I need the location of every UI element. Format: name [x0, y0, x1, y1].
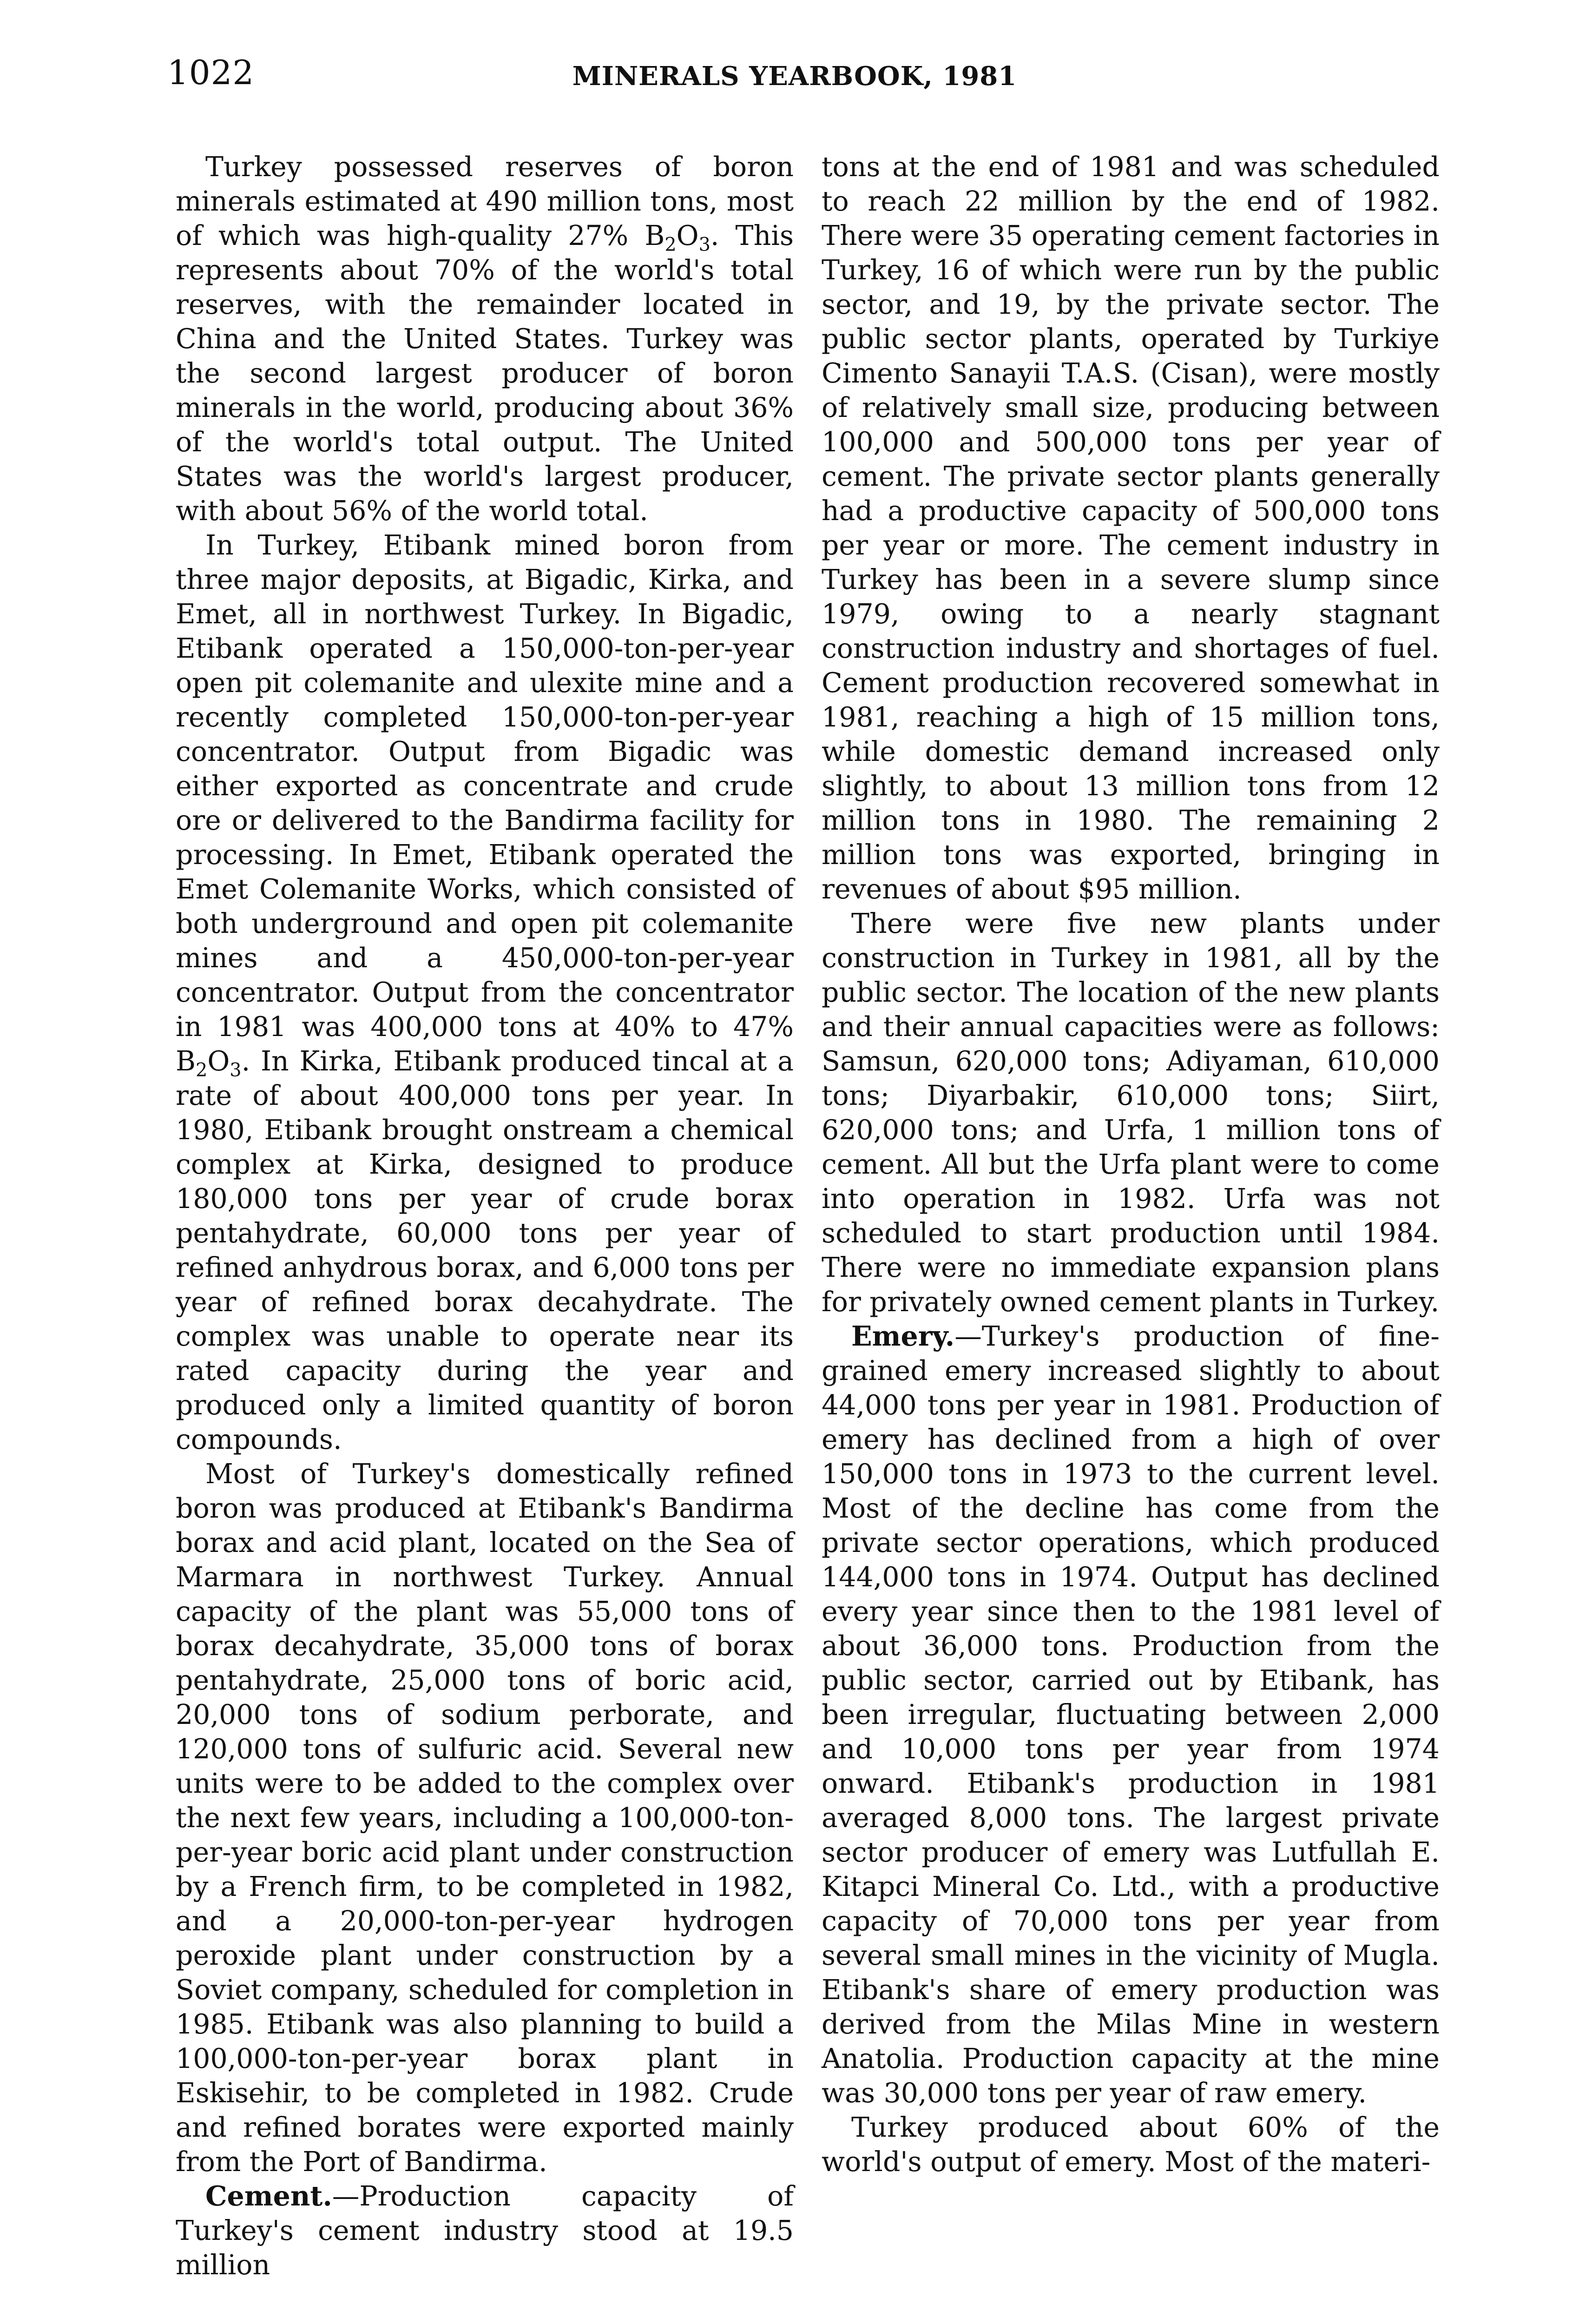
text-run: O [676, 220, 699, 251]
subscript: 3 [230, 1059, 242, 1081]
text-run: O [207, 1045, 230, 1077]
subscript: 2 [664, 234, 677, 256]
running-title: MINERALS YEARBOOK, 1981 [572, 61, 1017, 92]
text-run: Turkey possessed reserves of boron minerals estimated at 490 million tons, most of which was high-quality 27% B [176, 151, 794, 251]
paragraph-emery-output: Turkey produced about 60% of the world's output of emery. Most of the materi- [822, 2112, 1440, 2178]
subscript: 2 [196, 1059, 208, 1081]
paragraph-bandirma-plant: Most of Turkey's domestically refined boron was produced at Etibank's Bandirma borax and acid plant, located on the Sea of Marmara in northwest Turkey. Annual capacity of the plant was 55,000 tons of borax decahydrate, 35,000 tons of borax pentahydrate, 25,000 tons of boric acid, 20,000 tons of sodium perborate, and 120,000 tons of sulfuric acid. Several new units were to be added to the complex over the next few years, including a 100,000-ton-per-year boric acid plant under construction by a French firm, to be completed in 1982, and a 20,000-ton-per-year hydrogen peroxide plant under construction by a Soviet company, scheduled for completion in 1985. Etibank was also planning to build a 100,000-ton-per-year borax plant in Eskisehir, to be completed in 1982. Crude and refined borates were exported mainly from the Port of Bandirma. [176, 1458, 794, 2178]
text-run: . In Kirka, Etibank produced tincal at a rate of about 400,000 tons per year. In 1980, Etibank brought onstream a chemical complex at Kirka, designed to produce 180,000 tons per year of crude borax pentahydrate, 60,000 tons per year of refined anhydrous borax, and 6,000 tons per year of refined borax decahydrate. The complex was unable to operate near its rated capacity during the year and produced only a limited quantity of boron compounds. [176, 1045, 794, 1455]
text-run: —Production capacity of Turkey's cement industry stood at 19.5 million [176, 2180, 794, 2281]
paragraph-new-plants: There were five new plants under construction in Turkey in 1981, all by the public sector. The location of the new plants and their annual capacities were as follows: Samsun, 620,000 tons; Adiyaman, 610,000 tons; Diyarbakir, 610,000 tons; Siirt, 620,000 tons; and Urfa, 1 million tons of cement. All but the Urfa plant were to come into operation in 1982. Urfa was not scheduled to start production until 1984. There were no immediate expansion plans for privately owned cement plants in Turkey. [822, 908, 1440, 1318]
paragraph-cement [176, 2179, 794, 2282]
page-number: 1022 [167, 53, 255, 92]
left-column [176, 150, 794, 2282]
subscript: 3 [698, 234, 710, 256]
paragraph-cement-continued: tons at the end of 1981 and was scheduled to reach 22 million by the end of 1982. There were 35 operating cement factories in Turkey, 16 of which were run by the public sector, and 19, by the private sector. The public sector plants, operated by Turkiye Cimento Sanayii T.A.S. (Cisan), were mostly of relatively small size, producing between 100,000 and 500,000 tons per year of cement. The private sector plants generally had a productive capacity of 500,000 tons per year or more. The cement industry in Turkey has been in a severe slump since 1979, owing to a nearly stagnant construction industry and shortages of fuel. Cement production recovered somewhat in 1981, reaching a high of 15 million tons, while domestic demand increased only slightly, to about 13 million tons from 12 million tons in 1980. The remaining 2 million tons was exported, bringing in revenues of about $95 million. [822, 151, 1440, 905]
right-column [822, 150, 1440, 2179]
section-heading-cement: Cement. [205, 2180, 332, 2212]
text-run: —Turkey's production of fine-grained emery increased slightly to about 44,000 tons per year in 1981. Production of emery has declined from a high of over 150,000 tons in 1973 to the current level. Most of the decline has come from the private sector operations, which produced 144,000 tons in 1974. Output has declined every year since then to the 1981 level of about 36,000 tons. Production from the public sector, carried out by Etibank, has been irregular, fluctuating between 2,000 and 10,000 tons per year from 1974 onward. Etibank's production in 1981 averaged 8,000 tons. The largest private sector producer of emery was Lutfullah E. Kitapci Mineral Co. Ltd., with a productive capacity of 70,000 tons per year from several small mines in the vicinity of Mugla. Etibank's share of emery production was derived from the Milas Mine in western Anatolia. Production capacity at the mine was 30,000 tons per year of raw emery. [822, 1320, 1440, 2109]
text-run: In Turkey, Etibank mined boron from three major deposits, at Bigadic, Kirka, and Emet, all in northwest Turkey. In Bigadic, Etibank operated a 150,000-ton-per-year open pit colemanite and ulexite mine and a recently completed 150,000-ton-per-year concentrator. Output from Bigadic was either exported as concentrate and crude ore or delivered to the Bandirma facility for processing. In Emet, Etibank operated the Emet Colemanite Works, which consisted of both underground and open pit colemanite mines and a 450,000-ton-per-year concentrator. Output from the concentrator in 1981 was 400,000 tons at 40% to 47% B [176, 529, 794, 1077]
paragraph-boron-reserves [176, 150, 794, 528]
paragraph-etibank-deposits [176, 528, 794, 1457]
paragraph-emery [822, 1319, 1440, 2110]
section-heading-emery: Emery. [851, 1320, 955, 1352]
text-run: . This represents about 70% of the world's total reserves, with the remainder located in China and the United States. Turkey was the second largest producer of boron minerals in the world, producing about 36% of the world's total output. The United States was the world's largest producer, with about 56% of the world total. [176, 220, 794, 527]
